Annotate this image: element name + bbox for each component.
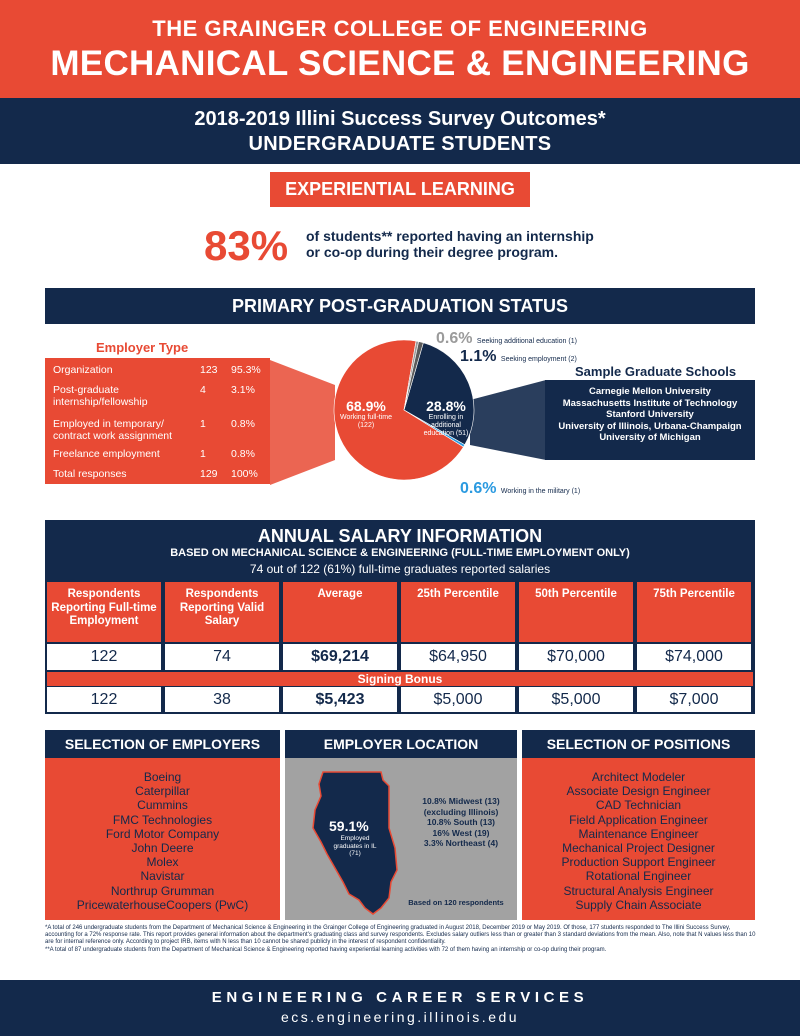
seeking-education-label — [436, 330, 577, 348]
employer-type-count: 1 — [200, 448, 206, 460]
position-item: Rotational Engineer — [585, 869, 692, 884]
seeking-education-desc: Seeking additional education (1) — [476, 338, 577, 345]
military-pct: 0.6% — [460, 480, 497, 497]
salary-column-header: Respondents Reporting Full-time Employment — [47, 582, 161, 642]
salary-column-header: Respondents Reporting Valid Salary — [165, 582, 279, 642]
salary-value-cell: $74,000 — [637, 644, 751, 670]
grad-school-item: Massachusetts Institute of Technology — [562, 397, 738, 409]
employer-type-connector — [270, 360, 335, 485]
footnote-2: **A total of 87 undergraduate students from the Department of Mechanical Science & Engineering reported having experiential learning activities with 72 of them having an internship or co-op during their program. — [45, 946, 607, 953]
seeking-employment-label — [460, 348, 577, 366]
positions-list — [522, 758, 755, 920]
signing-bonus-cell: 38 — [165, 687, 279, 712]
positions-title: SELECTION OF POSITIONS — [522, 730, 755, 758]
illinois-label: Employed graduates in IL (71) — [333, 835, 377, 857]
location-note: Based on 120 respondents — [408, 898, 504, 907]
employer-item: Caterpillar — [135, 784, 190, 799]
position-item: Production Support Engineer — [561, 855, 716, 870]
salary-column-header: 25th Percentile — [401, 582, 515, 642]
grad-school-item: University of Illinois, Urbana-Champaign — [558, 420, 742, 432]
education-slice-label — [418, 398, 474, 438]
experiential-text: of students** reported having an internship or co-op during their degree program. — [306, 228, 594, 260]
employer-item: Ford Motor Company — [105, 826, 220, 841]
region-list — [405, 796, 517, 849]
salary-value-cell: $69,214 — [283, 644, 397, 670]
salary-column-header: 75th Percentile — [637, 582, 751, 642]
employer-type-name: Organization — [53, 364, 113, 376]
employer-item: Molex — [146, 855, 179, 870]
education-desc: Enrolling in additional education (51) — [423, 414, 469, 437]
employer-type-percent: 95.3% — [231, 364, 261, 376]
footer — [0, 980, 800, 1036]
position-item: Structural Analysis Engineer — [563, 883, 714, 898]
position-item: Associate Design Engineer — [566, 784, 711, 799]
salary-column-header: Average — [283, 582, 397, 642]
post-graduation-status-title: PRIMARY POST-GRADUATION STATUS — [45, 288, 755, 324]
position-item: Supply Chain Associate — [575, 897, 702, 912]
salary-value-cell: 74 — [165, 644, 279, 670]
seeking-education-pct: 0.6% — [436, 330, 473, 347]
signing-bonus-label: Signing Bonus — [47, 672, 753, 686]
survey-banner — [0, 98, 800, 164]
career-services-name: ENGINEERING CAREER SERVICES — [211, 989, 589, 1006]
employer-type-name: Employed in temporary/ contract work assignment — [53, 418, 173, 442]
employer-type-count: 129 — [200, 468, 218, 480]
region-item: 16% West (19) — [432, 827, 490, 838]
employer-type-percent: 0.8% — [231, 448, 255, 460]
employer-item: Northrup Grumman — [110, 883, 215, 898]
audience-title: UNDERGRADUATE STUDENTS — [248, 133, 552, 155]
signing-bonus-cell: $5,423 — [283, 687, 397, 712]
signing-bonus-cell: $7,000 — [637, 687, 751, 712]
employer-type-count: 123 — [200, 364, 218, 376]
footnotes — [45, 925, 757, 954]
college-header — [0, 0, 800, 98]
grad-schools-connector — [470, 380, 546, 460]
seeking-employment-desc: Seeking employment (2) — [500, 356, 577, 363]
employer-type-count: 4 — [200, 384, 206, 396]
employer-type-percent: 3.1% — [231, 384, 255, 396]
employer-type-name: Total responses — [53, 468, 127, 480]
grad-schools-title: Sample Graduate Schools — [575, 364, 737, 379]
employer-item: John Deere — [131, 841, 194, 856]
salary-note: 74 out of 122 (61%) full-time graduates reported salaries — [249, 562, 551, 576]
salary-value-cell: $70,000 — [519, 644, 633, 670]
position-item: Architect Modeler — [591, 770, 686, 784]
military-label — [460, 480, 580, 498]
signing-bonus-cell: $5,000 — [401, 687, 515, 712]
salary-column-header: 50th Percentile — [519, 582, 633, 642]
salary-value-cell: $64,950 — [401, 644, 515, 670]
education-pct: 28.8% — [426, 398, 466, 414]
employers-list — [45, 758, 280, 920]
region-item: 10.8% South (13) — [426, 817, 496, 827]
position-item: Maintenance Engineer — [578, 826, 699, 841]
salary-value-cell: 122 — [47, 644, 161, 670]
grad-school-item: Stanford University — [606, 409, 694, 420]
grad-school-item: University of Michigan — [599, 432, 701, 443]
grad-school-item: Carnegie Mellon University — [589, 386, 711, 397]
illinois-percent: 59.1% — [329, 818, 369, 834]
employers-title: SELECTION OF EMPLOYERS — [45, 730, 280, 758]
employer-type-name: Post-graduate internship/fellowship — [53, 384, 148, 408]
location-title: EMPLOYER LOCATION — [285, 730, 517, 758]
salary-table — [45, 580, 755, 714]
employer-item: Navistar — [140, 869, 185, 884]
salary-title: ANNUAL SALARY INFORMATION — [257, 526, 543, 546]
salary-header — [45, 520, 755, 580]
employer-item: Cummins — [137, 798, 188, 813]
salary-subtitle: BASED ON MECHANICAL SCIENCE & ENGINEERING (FULL-TIME EMPLOYMENT ONLY) — [170, 547, 630, 559]
experiential-learning-badge: EXPERIENTIAL LEARNING — [270, 172, 530, 207]
employer-item: FMC Technologies — [112, 812, 213, 827]
employer-type-percent: 100% — [231, 468, 258, 480]
career-services-url[interactable]: ecs.engineering.illinois.edu — [280, 1009, 520, 1025]
working-slice-label — [336, 398, 396, 430]
region-item: 3.3% Northeast (4) — [423, 838, 499, 848]
employer-item: Boeing — [143, 770, 182, 784]
employer-type-count: 1 — [200, 418, 206, 430]
working-pct: 68.9% — [346, 398, 386, 414]
region-item: 10.8% Midwest (13) — [422, 796, 500, 806]
experiential-percent: 83% — [204, 222, 289, 269]
military-desc: Working in the military (1) — [500, 488, 581, 495]
college-name: THE GRAINGER COLLEGE OF ENGINEERING — [152, 16, 648, 41]
region-item: (excluding Illinois) — [423, 806, 499, 817]
position-item: Mechanical Project Designer — [562, 841, 715, 856]
employer-type-title: Employer Type — [96, 340, 189, 355]
seeking-employment-pct: 1.1% — [460, 348, 497, 365]
grad-schools-list — [545, 380, 755, 460]
employer-item: PricewaterhouseCoopers (PwC) — [76, 897, 249, 912]
survey-title: 2018-2019 Illini Success Survey Outcomes* — [194, 108, 606, 130]
employer-type-percent: 0.8% — [231, 418, 255, 430]
working-desc: Working full-time (122) — [340, 414, 392, 429]
department-name: MECHANICAL SCIENCE & ENGINEERING — [50, 44, 750, 83]
signing-bonus-cell: $5,000 — [519, 687, 633, 712]
position-item: CAD Technician — [595, 798, 682, 813]
position-item: Field Application Engineer — [569, 812, 708, 827]
signing-bonus-cell: 122 — [47, 687, 161, 712]
footnote-1: *A total of 246 undergraduate students from the Department of Mechanical Science & Engineering in the Grainger College of Engineering graduated in August 2018, December 2019 or May 2019. Of those, 177 students responded to The Illini Success Survey, accounting for a 72% response rate. This report provides general information about the department's graduating class and survey respondents. Excludes salary outliers less than or greater than 3 standard deviations from the mean. Also, note that N values less than 10 are for internal reference only. According to project IRB, items with N less than 10 cannot be shared publicly in the interest of respondent confidentiality. — [45, 925, 756, 946]
employer-type-name: Freelance employment — [53, 448, 160, 460]
